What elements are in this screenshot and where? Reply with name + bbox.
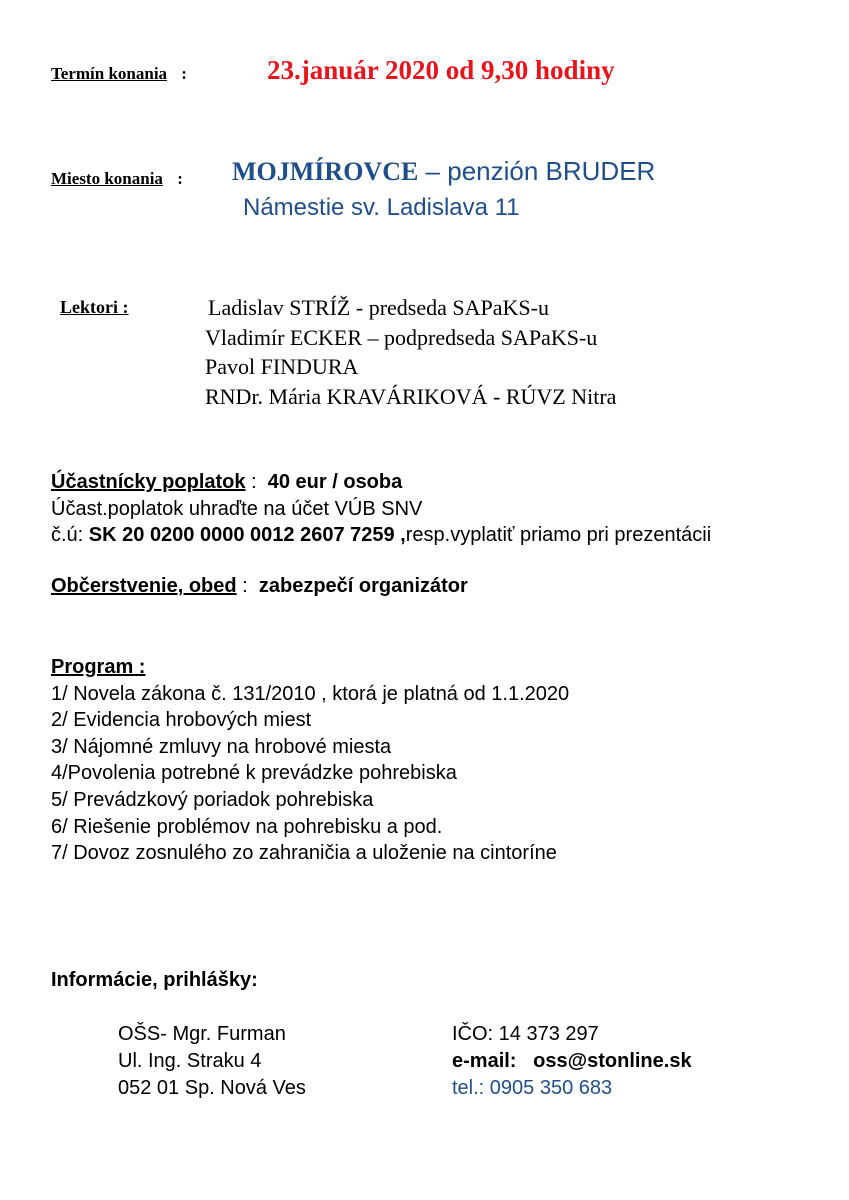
poplatok-line: [51, 469, 711, 496]
account-number: SK 20 0200 0000 0012 2607 7259 ,: [88, 524, 406, 546]
termin-value: 23.január 2020 od 9,30 hodiny: [267, 55, 615, 85]
info-ico: IČO: 14 373 297: [452, 1023, 599, 1045]
miesto-row: [51, 169, 183, 189]
poplatok-label: Účastnícky poplatok: [51, 471, 246, 493]
termin-row: [51, 64, 187, 84]
info-address-line: OŠS- Mgr. Furman: [118, 1023, 286, 1045]
program-item: 7/ Dovoz zosnulého zo zahraničia a uloženie na cintoríne: [51, 842, 557, 865]
miesto-place-name: MOJMÍROVCE: [232, 157, 419, 186]
lektori-list: [205, 293, 617, 411]
obcerstvenie-value: zabezpečí organizátor: [258, 575, 468, 597]
account-suffix: resp.vyplatiť priamo pri prezentácii: [405, 524, 712, 546]
program-item: 1/ Novela zákona č. 131/2010 , ktorá je platná od 1.1.2020: [51, 682, 570, 705]
miesto-label: Miesto konania: [51, 169, 163, 188]
obcerstvenie-colon: :: [236, 575, 259, 597]
miesto-colon: :: [177, 169, 183, 188]
lektor-line: RNDr. Mária KRAVÁRIKOVÁ - RÚVZ Nitra: [205, 383, 617, 409]
info-contacts: [452, 1021, 692, 1102]
poplatok-block: [51, 469, 711, 549]
poplatok-account-info: Účast.poplatok uhraďte na účet VÚB SNV: [51, 497, 423, 520]
program-item: 4/Povolenia potrebné k prevádzke pohrebiska: [51, 762, 457, 785]
program-item: 6/ Riešenie problémov na pohrebisku a pod.: [51, 815, 443, 838]
program-item: 2/ Evidencia hrobových miest: [51, 709, 312, 732]
info-label: Informácie, prihlášky:: [51, 969, 258, 991]
info-address-line: Ul. Ing. Straku 4: [118, 1050, 262, 1072]
obcerstvenie-line: [51, 575, 468, 598]
lektor-line: Ladislav STRÍŽ - predseda SAPaKS-u: [208, 295, 549, 320]
info-email-line: [452, 1048, 692, 1075]
miesto-place: [232, 156, 655, 187]
info-tel: tel.: 0905 350 683: [452, 1077, 613, 1099]
poplatok-colon: :: [245, 471, 268, 493]
obcerstvenie-label: Občerstvenie, obed: [51, 575, 237, 597]
miesto-place-rest: – penzión BRUDER: [418, 156, 656, 186]
info-address: [118, 1021, 306, 1102]
program-block: [51, 654, 569, 867]
termin-label: Termín konania: [51, 64, 168, 83]
poplatok-amount: 40 eur / osoba: [267, 471, 403, 493]
lektori-label: Lektori :: [60, 297, 129, 317]
info-address-line: 052 01 Sp. Nová Ves: [118, 1077, 306, 1099]
account-prefix: č.ú:: [51, 524, 89, 546]
lektor-line: Vladimír ECKER – podpredseda SAPaKS-u: [205, 324, 598, 350]
lektor-line: Pavol FINDURA: [205, 354, 359, 379]
miesto-address: Námestie sv. Ladislava 11: [243, 194, 520, 221]
poplatok-account-line: [51, 522, 711, 549]
program-item: 5/ Prevádzkový poriadok pohrebiska: [51, 788, 374, 811]
program-label: Program :: [51, 656, 146, 678]
program-item: 3/ Nájomné zmluvy na hrobové miesta: [51, 735, 392, 758]
termin-colon: :: [181, 64, 187, 83]
email-label: e-mail:: [452, 1050, 534, 1072]
email-value: oss@stonline.sk: [533, 1050, 692, 1072]
